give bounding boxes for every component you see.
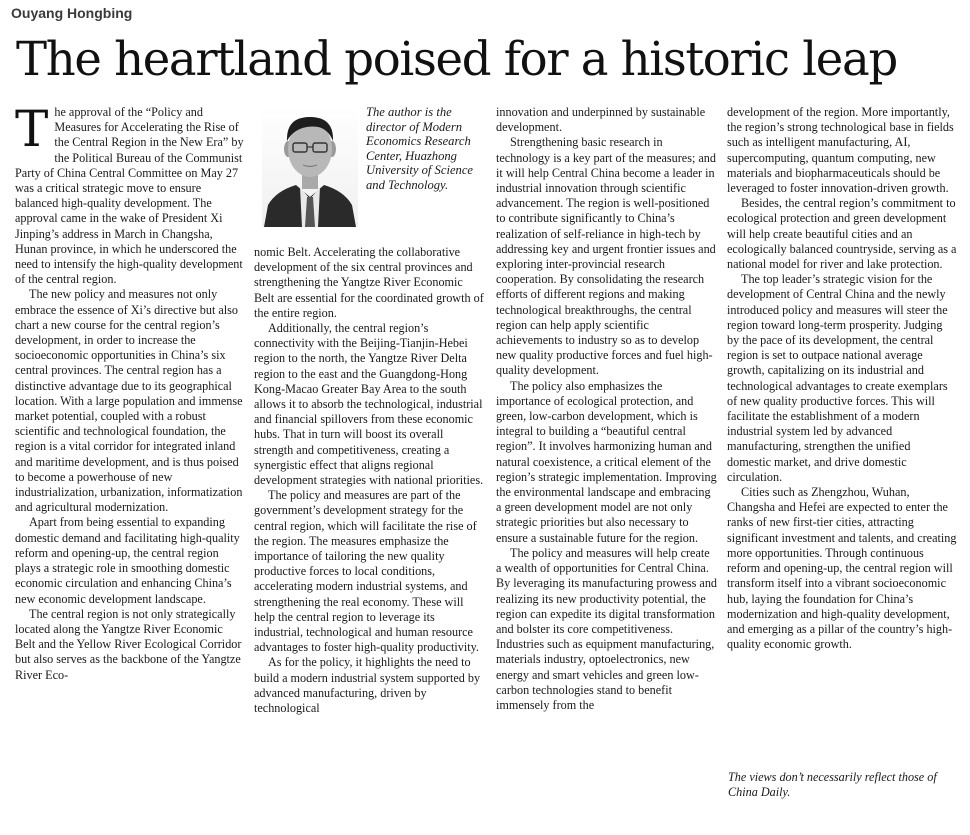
drop-cap: T [15, 100, 49, 158]
paragraph: Additionally, the central region’s connectivity with the Beijing-Tianjin-Hebei region to the north, the Yangtze River Delta region to the east and the Guangdong-Hong Kong-Macao Greater Bay Area to the south allows it to absorb the technological, industrial and financial spillovers from these economic hubs. That in turn will boost its overall strength and competitiveness, creating a synergistic effect that aligns regional development strategies with national priorities. [254, 321, 484, 488]
paragraph: As for the policy, it highlights the need to build a modern industrial system supported by advanced manufacturing, driven by technological [254, 655, 481, 716]
disclaimer-text: The views don’t necessarily reflect those of China Daily. [728, 770, 937, 800]
paragraph: Besides, the central region’s commitment to ecological protection and green development will help create beautiful cities and an ecologically balanced countryside, serving as a national model for river and lake protection. [727, 196, 957, 272]
author-note-text: The author is the director of Modern Economics Research Center, Huazhong University of Science and Technology. [366, 105, 474, 192]
disclaimer [728, 770, 958, 800]
paragraph: The policy and measures are part of the government’s development strategy for the central region, which will facilitate the rise of the region. The measures emphasize the importance of tailoring the new quality productive forces to local conditions, accelerating modern industrial systems, and strengthening the real economy. These will help the central region to leverage its industrial, technological and human resource advantages to foster high-quality productivity. [254, 488, 479, 655]
paragraph: The new policy and measures not only embrace the essence of Xi’s directive but also chart a new course for the central region’s development, in order to increase the socioeconomic opportunities in China’s six central provinces. The central region has a distinctive advantage due to its geographical location. With a large population and immense market potential, coupled with a robust scientific and technological foundation, the region is a vital corridor for integrated inland and maritime development, and is thus poised to become a powerhouse of new industrialization, urbanization, informatization and agricultural modernization. [15, 287, 243, 515]
article-column-1 [15, 100, 245, 683]
article-column-2 [254, 245, 484, 716]
paragraph: Apart from being essential to expanding domestic demand and facilitating high-quality reform and opening-up, the central region plays a strategic role in smoothing domestic economic circulation and enhancing China’s new economic development landscape. [15, 515, 240, 606]
paragraph: nomic Belt. Accelerating the collaborative development of the six central provinces and strengthening the Yangtze River Economic Belt are essential for the coordinated growth of the entire region. [254, 245, 484, 320]
paragraph: he approval of the “Policy and Measures for Accelerating the Rise of the Central Region in the New Era” by the Political Bureau of the Communist Party of China Central Committee on May 27 was a critical strategic move to ensure balanced high-quality development. The approval came in the wake of President Xi Jinping’s address in March in Changsha, Hunan province, in which he underscored the need to intensify the high-quality development of the central region. [15, 105, 244, 287]
article-column-4 [727, 105, 957, 652]
author-portrait-image [262, 105, 358, 227]
paragraph: Strengthening basic research in technology is a key part of the measures; and it will help Central China become a leader in industrial innovation through scientific advancement. The region is well-positioned to contribute significantly to China’s realization of self-reliance in high-tech by addressing key and urgent frontier issues and exploring inter-provincial research cooperation. By consolidating the research efforts of different regions and making technological breakthroughs, the central region can help apply scientific achievements to industry so as to develop new quality productive forces and fuel high-quality development. [496, 135, 716, 378]
paragraph: The central region is not only strategically located along the Yangtze River Economic Belt and the Yellow River Ecological Corridor but also serves as the backbone of the Yangtze River Eco- [15, 606, 242, 682]
author-note [366, 105, 490, 193]
byline: Ouyang Hongbing [11, 5, 133, 21]
paragraph: innovation and underpinned by sustainable development. [496, 105, 706, 135]
paragraph: development of the region. More importantly, the region’s strong technological base in fields such as intelligent manufacturing, AI, supercomputing, quantum computing, new materials and biopharmaceuticals should be leveraged to foster innovation-driven growth. [727, 105, 954, 196]
paragraph: The policy and measures will help create a wealth of opportunities for Central China. By leveraging its manufacturing prowess and realizing its new productivity potential, the region can expedite its digital transformation and bolster its core competitiveness. Industries such as equipment manufacturing, materials industry, optoelectronics, new energy and smart vehicles and green low-carbon technologies stand to benefit immensely from the [496, 545, 718, 712]
author-photo [262, 105, 358, 227]
article-column-3 [496, 105, 718, 713]
paragraph: The top leader’s strategic vision for the development of Central China and the newly introduced policy and measures will steer the region toward long-term prosperity. Judging by the pace of its development, the central region is set to outpace national average growth, capitalizing on its industrial and technological advantages to create exemplars of new quality productive forces. This will facilitate the establishment of a modern industrial system led by advanced manufacturing, strengthen the unified domestic market, and drive domestic circulation. [727, 272, 948, 484]
headline: The heartland poised for a historic leap [16, 32, 897, 86]
paragraph: Cities such as Zhengzhou, Wuhan, Changsha and Hefei are expected to enter the ranks of new first-tier cities, attracting significant investment and talents, and creating more opportunities. Through continuous reform and opening-up, the central region will transform itself into a vibrant socioeconomic hub, laying the foundation for China’s modernization and high-quality development, and emerging as a pillar of the country’s high-quality economic growth. [727, 485, 957, 652]
paragraph: The policy also emphasizes the importance of ecological protection, and green, low-carbon development, which is integral to building a “beautiful central region”. It involves harmonizing human and natural coexistence, a critical element of the region’s strategic implementation. Improving the environmental landscape and embracing a green development model are not only strategic priorities but also necessary to ensure a sustainable future for the region. [496, 378, 717, 545]
